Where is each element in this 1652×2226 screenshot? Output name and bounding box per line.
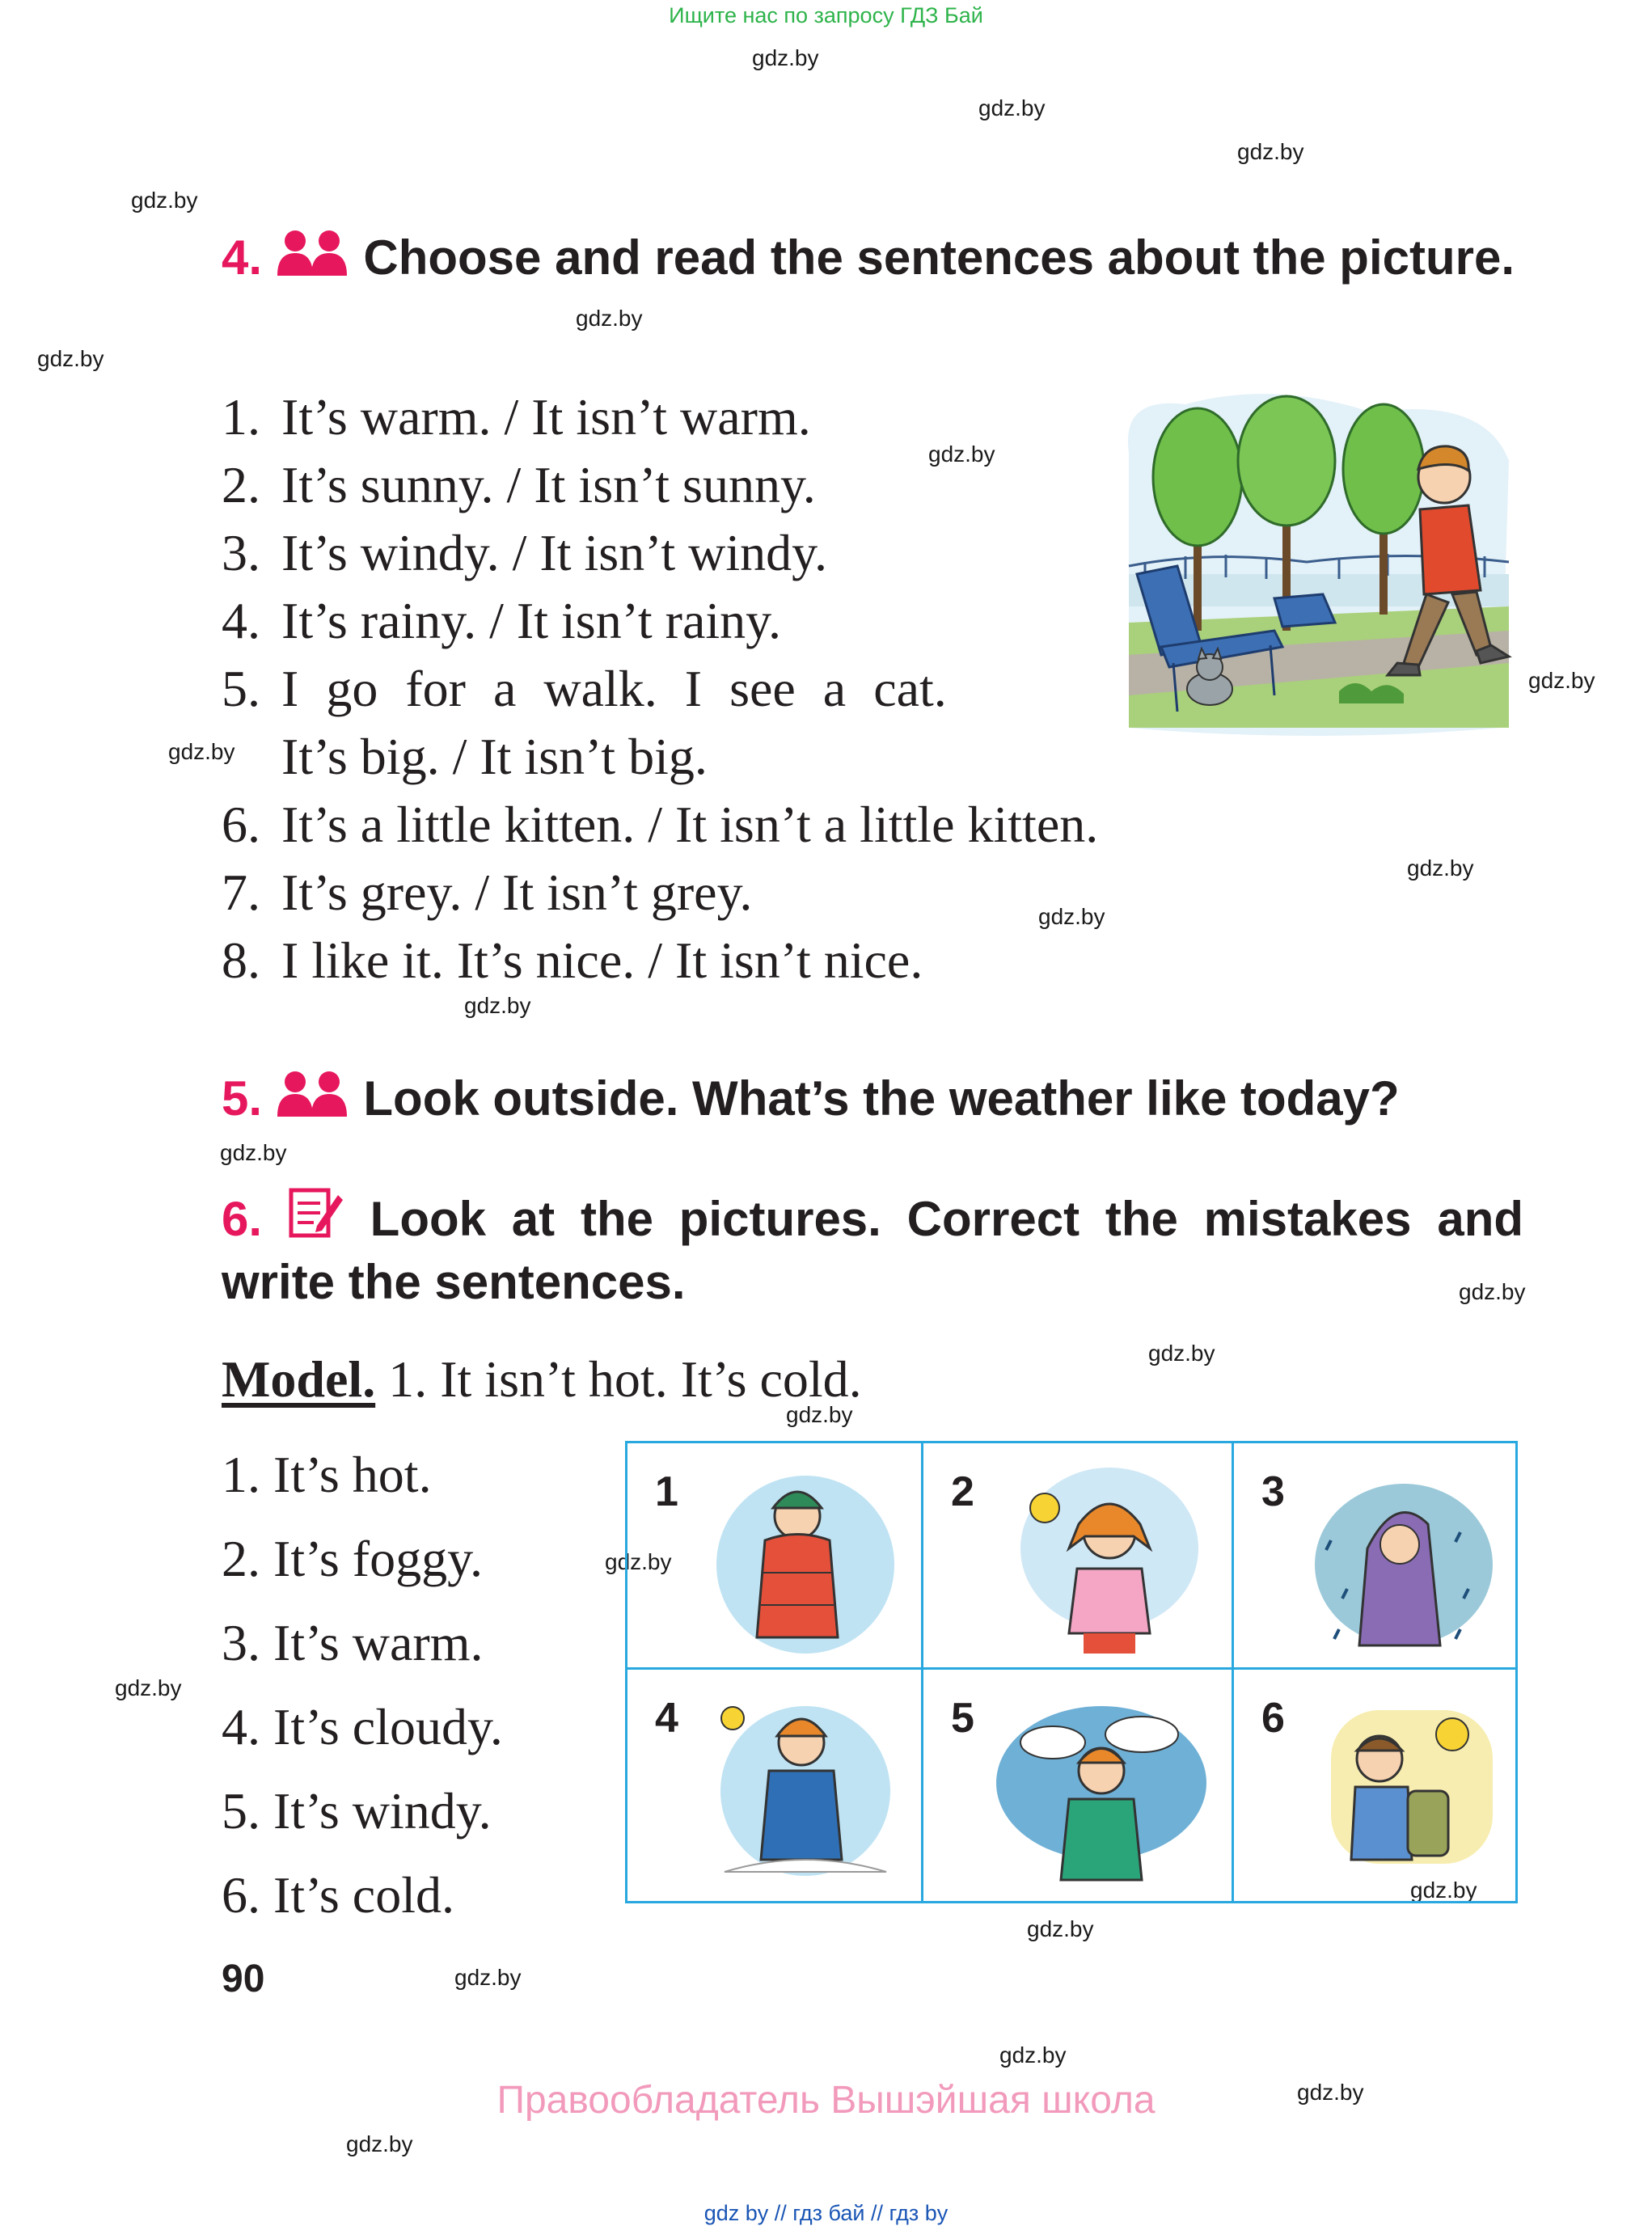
watermark: gdz.by	[131, 188, 198, 213]
cloudy-child-image	[988, 1686, 1215, 1888]
hot-child-image	[1299, 1686, 1501, 1888]
exercise-line: 1. It’s hot.	[222, 1446, 432, 1503]
page-number: 90	[222, 1958, 265, 2000]
watermark: gdz.by	[1459, 1279, 1526, 1304]
watermark: gdz.by	[1038, 904, 1105, 929]
watermark: gdz.by	[1148, 1341, 1215, 1366]
task-5-heading	[222, 1069, 1523, 1132]
sentence-line: 8. I like it. It’s nice. / It isn’t nice.	[222, 931, 923, 989]
picture-cell-6: 6	[1234, 1670, 1515, 1901]
picture-cell-5: 5	[923, 1670, 1234, 1901]
snowy-child-image	[692, 1686, 902, 1888]
task-6-number: 6.	[222, 1192, 263, 1246]
exercise-line: 5. It’s windy.	[222, 1782, 492, 1840]
exercise-line: 3. It’s warm.	[222, 1614, 484, 1671]
model-line	[222, 1345, 862, 1413]
watermark: gdz.by	[454, 1965, 522, 1990]
watermark: gdz.by	[928, 441, 995, 467]
watermark: gdz.by	[605, 1549, 672, 1574]
task-6-title: Look at the pictures. Correct the mistakes and write the sentences.	[222, 1192, 1523, 1309]
task-5-number: 5.	[222, 1071, 263, 1126]
sentence-line: 4. It’s rainy. / It isn’t rainy.	[222, 592, 781, 649]
sentence-line: 5. I go for a walk. I see a cat.	[222, 660, 947, 717]
task-4-number: 4.	[222, 230, 263, 285]
model-text: 1. It isn’t hot. It’s cold.	[388, 1350, 862, 1408]
watermark: gdz.by	[220, 1140, 287, 1165]
sentence-line: 3. It’s windy. / It isn’t windy.	[222, 524, 827, 581]
exercise-line: 6. It’s cold.	[222, 1866, 454, 1924]
top-banner[interactable]: Ищите нас по запросу ГДЗ Бай	[669, 3, 983, 27]
watermark: gdz.by	[115, 1675, 182, 1700]
watermark: gdz.by	[346, 2131, 413, 2156]
sentence-line: It’s big. / It isn’t big.	[281, 728, 708, 785]
watermark: gdz.by	[1528, 668, 1595, 693]
watermark: gdz.by	[1410, 1878, 1477, 1903]
watermark: gdz.by	[999, 2042, 1067, 2068]
sentence-line: 1. It’s warm. / It isn’t warm.	[222, 388, 811, 446]
weather-picture-grid	[625, 1441, 1518, 1903]
task-4-heading	[222, 228, 1523, 291]
watermark: gdz.by	[752, 45, 819, 70]
sentence-line: 6. It’s a little kitten. / It isn’t a little kitten.	[222, 796, 1099, 853]
sunny-girl-image	[988, 1459, 1198, 1662]
watermark: gdz.by	[464, 993, 531, 1018]
sentence-line: 2. It’s sunny. / It isn’t sunny.	[222, 456, 816, 513]
picture-cell-4: 4	[627, 1670, 923, 1901]
writing-icon	[288, 1187, 344, 1252]
picture-cell-1: 1	[627, 1443, 923, 1670]
exercise-line: 4. It’s cloudy.	[222, 1698, 503, 1755]
watermark: gdz.by	[37, 346, 104, 371]
pair-work-icon	[276, 1070, 350, 1132]
sun-icon	[1030, 1493, 1059, 1523]
exercise-line: 2. It’s foggy.	[222, 1530, 483, 1587]
sun-icon	[721, 1707, 744, 1730]
watermark: gdz.by	[1027, 1916, 1094, 1941]
watermark: gdz.by	[1237, 139, 1304, 164]
park-illustration	[1113, 388, 1517, 744]
watermark: gdz.by	[576, 306, 643, 331]
watermark: gdz.by	[1297, 2080, 1364, 2105]
pair-work-icon	[276, 229, 350, 291]
watermark: gdz.by	[168, 739, 235, 764]
sentence-line: 7. It’s grey. / It isn’t grey.	[222, 864, 753, 921]
task-6-heading	[222, 1187, 1523, 1312]
sun-icon	[1436, 1718, 1468, 1751]
picture-cell-2: 2	[923, 1443, 1234, 1670]
cold-child-image	[692, 1459, 902, 1662]
task-4-title: Choose and read the sentences about the picture.	[363, 230, 1515, 285]
rainy-child-image	[1299, 1459, 1509, 1662]
watermark: gdz.by	[1407, 855, 1474, 881]
model-label: Model.	[222, 1350, 376, 1408]
task-5-title: Look outside. What’s the weather like today?	[363, 1071, 1400, 1126]
copyright-notice: Правообладатель Вышэйшая школа	[496, 2079, 1156, 2122]
picture-cell-3: 3	[1234, 1443, 1515, 1670]
watermark: gdz.by	[786, 1402, 853, 1427]
watermark: gdz.by	[978, 95, 1046, 120]
bottom-links[interactable]: gdz by // гдз бай // гдз by	[703, 2201, 949, 2225]
